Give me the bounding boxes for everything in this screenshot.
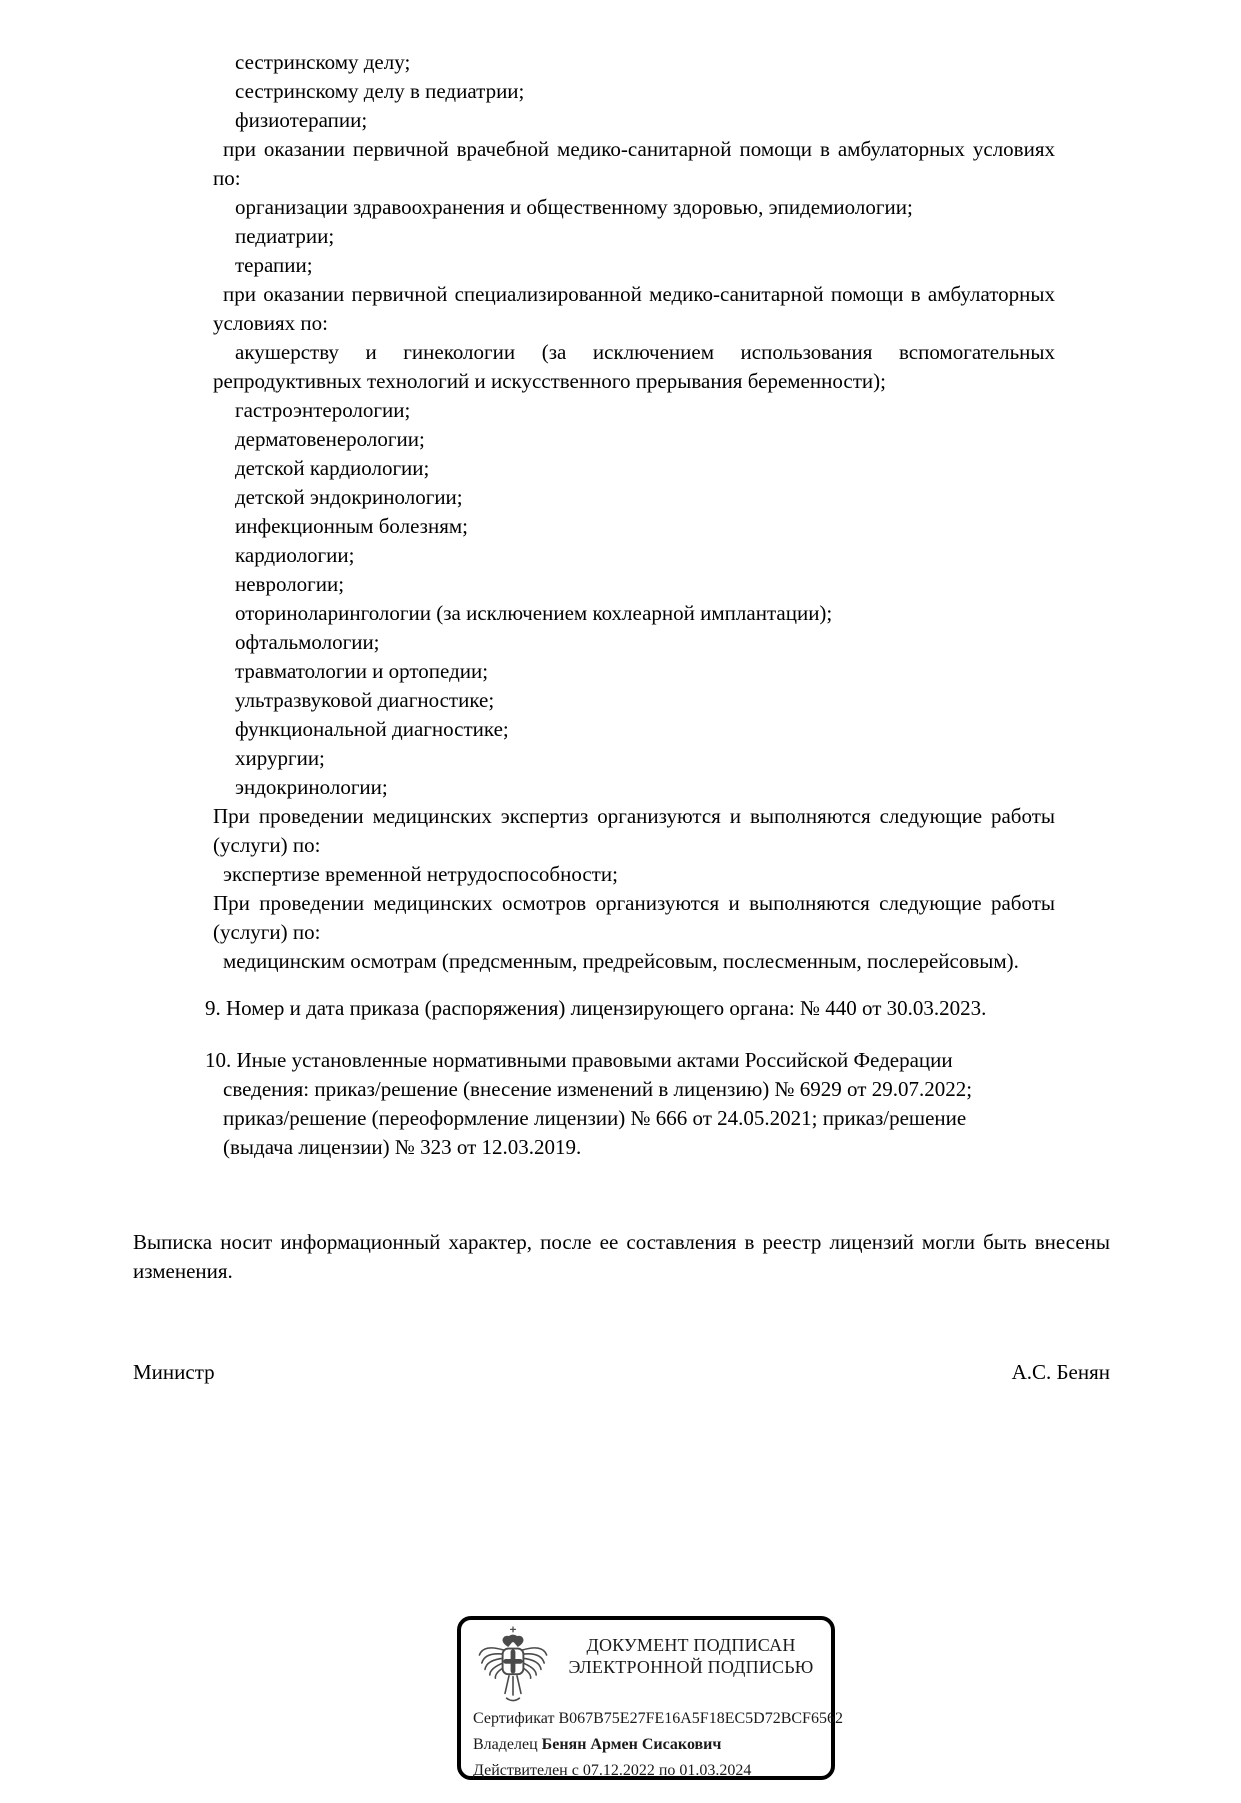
service-line: травматологии и ортопедии; [235, 659, 489, 683]
stamp-validity-line: Действителен с 07.12.2022 по 01.03.2024 [473, 1762, 752, 1779]
service-line: ультразвуковой диагностике; [235, 688, 495, 712]
service-line: терапии; [235, 253, 313, 277]
service-line: дерматовенерологии; [235, 427, 425, 451]
roszdravnadzor-eagle-icon [477, 1626, 549, 1708]
service-line: детской эндокринологии; [235, 485, 463, 509]
service-line: организации здравоохранения и общественному здоровью, эпидемиологии; [235, 195, 913, 219]
service-line: сестринскому делу в педиатрии; [235, 79, 525, 103]
stamp-title [557, 1634, 825, 1678]
service-line: медицинским осмотрам (предсменным, предрейсовым, послесменным, послерейсовым). [223, 949, 1019, 973]
clause-9-order-number: 9. Номер и дата приказа (распоряжения) лицензирующего органа: № 440 от 30.03.2023. [205, 996, 987, 1020]
service-line: хирургии; [235, 746, 325, 770]
stamp-details [473, 1706, 843, 1784]
certificate-label: Сертификат [473, 1710, 555, 1727]
electronic-signature-stamp [457, 1616, 843, 1780]
service-line: акушерству и гинекологии (за исключением использования вспомогательных репродуктивных технологий и искусственного прерывания беременности); [213, 340, 1055, 393]
signatory-title: Министр [133, 1360, 215, 1384]
service-line: гастроэнтерологии; [235, 398, 411, 422]
service-line: офтальмологии; [235, 630, 380, 654]
stamp-owner-line [473, 1732, 823, 1758]
stamp-title-line2: ЭЛЕКТРОННОЙ ПОДПИСЬЮ [568, 1657, 814, 1677]
document-page [0, 48, 1241, 1803]
signature-row [133, 1358, 1110, 1387]
service-line: эндокринологии; [235, 775, 388, 799]
clause-10-other-info: 10. Иные установленные нормативными правовыми актами Российской Федерации сведения: приказ/решение (внесение изменений в лицензию) № 6929 от 29.07.2022; приказ/решение (переоформление лицензии) № 666 от 24.05.2021; приказ/решение (выдача лицензии) № 323 от 12.03.2019. [205, 1048, 973, 1159]
service-line: экспертизе временной нетрудоспособности; [223, 862, 618, 886]
service-line: детской кардиологии; [235, 456, 430, 480]
service-line: неврологии; [235, 572, 345, 596]
service-line: инфекционным болезням; [235, 514, 468, 538]
service-line: При проведении медицинских осмотров организуются и выполняются следующие работы (услуги) по: [213, 891, 1055, 944]
disclaimer-text: Выписка носит информационный характер, после ее составления в реестр лицензий могли быть внесены изменения. [133, 1230, 1110, 1283]
service-line: при оказании первичной врачебной медико-санитарной помощи в амбулаторных условиях по: [213, 137, 1055, 190]
certificate-value: B067B75E27FE16A5F18EC5D72BCF6562 [558, 1710, 843, 1727]
service-line: оториноларингологии (за исключением кохлеарной имплантации); [235, 601, 833, 625]
signatory-name: А.С. Бенян [1011, 1360, 1110, 1384]
license-works-list [213, 48, 1055, 976]
service-line: физиотерапии; [235, 108, 368, 132]
service-line: сестринскому делу; [235, 50, 411, 74]
service-line: кардиологии; [235, 543, 355, 567]
service-line: педиатрии; [235, 224, 335, 248]
service-line: При проведении медицинских экспертиз организуются и выполняются следующие работы (услуги) по: [213, 804, 1055, 857]
service-line: функциональной диагностике; [235, 717, 509, 741]
stamp-certificate-line [473, 1706, 843, 1732]
owner-name: Бенян Армен Сисакович [541, 1736, 722, 1753]
service-line: при оказании первичной специализированной медико-санитарной помощи в амбулаторных условиях по: [213, 282, 1055, 335]
stamp-title-line1: ДОКУМЕНТ ПОДПИСАН [586, 1635, 796, 1655]
owner-label: Владелец [473, 1736, 538, 1753]
